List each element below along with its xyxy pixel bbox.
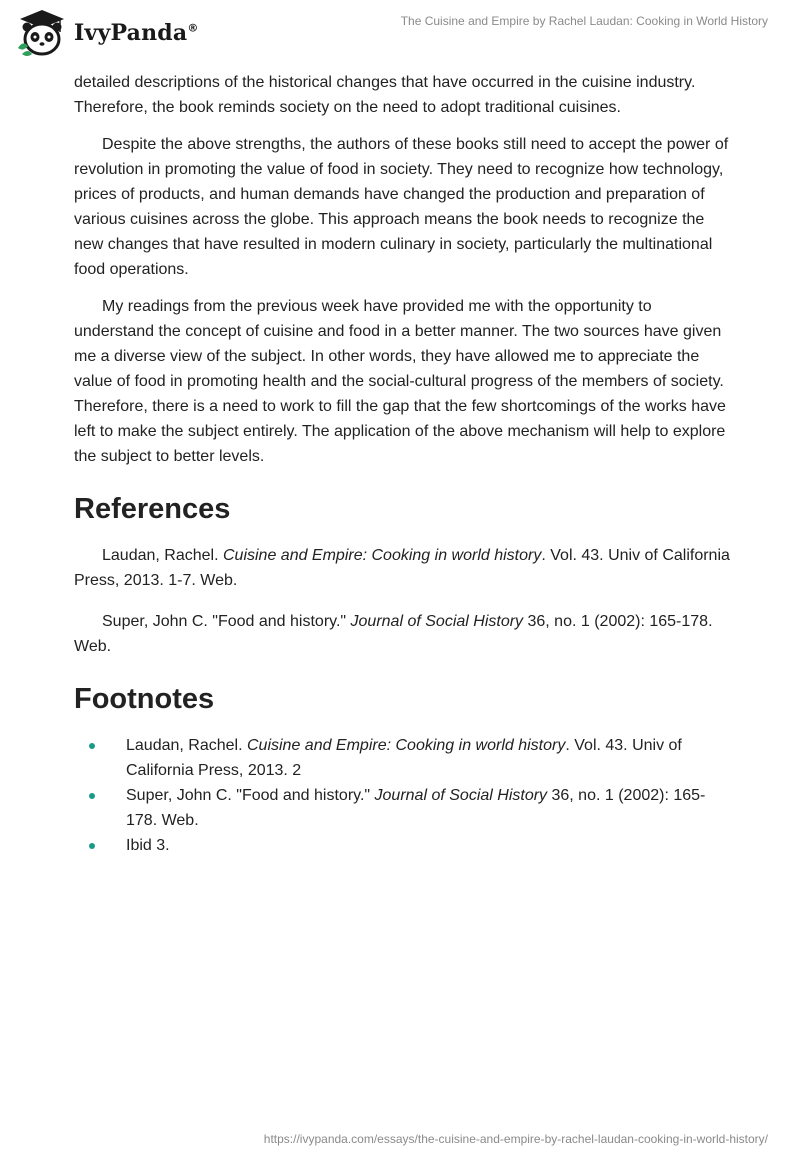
reference-item: Super, John C. "Food and history." Journal of Social History 36, no. 1 (2002): 165-178. Web. xyxy=(74,613,713,655)
logo-text: IvyPanda® xyxy=(74,20,199,46)
paragraph: My readings from the previous week have provided me with the opportunity to understand the concept of cuisine and food in a better manner. The two sources have given me a diverse view of the subject. In other words, they have allowed me to appreciate the value of food in promoting health and the social-cultural progress of the members of society. Therefore, there is a need to work to fill the gap that the few shortcomings of the works have left to make the subject entirely. The application of the above mechanism will help to explore the subject to better levels. xyxy=(74,298,726,465)
panda-logo-icon xyxy=(14,8,70,58)
document-title: The Cuisine and Empire by Rachel Laudan: Cooking in World History xyxy=(400,14,768,28)
source-url[interactable]: https://ivypanda.com/essays/the-cuisine-and-empire-by-rachel-laudan-cooking-in-world-history/ xyxy=(263,1132,768,1146)
footnote-item: Laudan, Rachel. Cuisine and Empire: Cooking in world history. Vol. 43. Univ of California Press, 2013. 2 xyxy=(74,733,730,783)
footnote-item: Ibid 3. xyxy=(74,833,730,858)
footnote-item: Super, John C. "Food and history." Journal of Social History 36, no. 1 (2002): 165-178. Web. xyxy=(74,783,730,833)
reference-item: Laudan, Rachel. Cuisine and Empire: Cooking in world history. Vol. 43. Univ of California Press, 2013. 1-7. Web. xyxy=(74,547,730,589)
essay-content xyxy=(74,70,730,858)
bullet-icon xyxy=(89,843,95,849)
paragraph: detailed descriptions of the historical changes that have occurred in the cuisine industry. Therefore, the book reminds society on the need to adopt traditional cuisines. xyxy=(74,74,696,116)
references-heading: References xyxy=(74,493,231,525)
paragraph: Despite the above strengths, the authors of these books still need to accept the power of revolution in promoting the value of food in society. They need to recognize how technology, prices of products, and human demands have changed the production and preparation of various cuisines across the globe. This approach means the book needs to recognize the new changes that have resulted in modern culinary in society, particularly the multinational food operations. xyxy=(74,136,729,278)
logo[interactable] xyxy=(14,8,199,58)
bullet-icon xyxy=(89,743,95,749)
page-header xyxy=(0,0,800,70)
footnotes-list xyxy=(74,733,730,858)
footnotes-heading: Footnotes xyxy=(74,683,215,715)
bullet-icon xyxy=(89,793,95,799)
